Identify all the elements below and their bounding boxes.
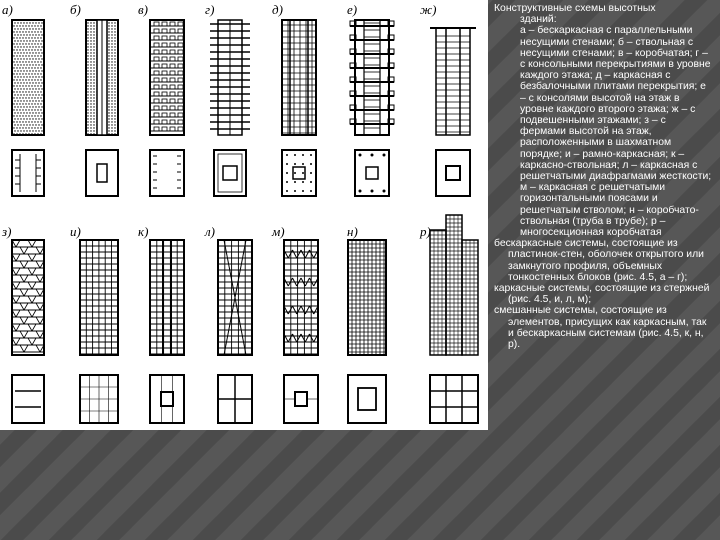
label-bottom-2: к) (138, 224, 149, 239)
tower-i (80, 240, 118, 355)
plan-n (348, 375, 386, 423)
plan-r (430, 375, 478, 423)
plan-c (150, 150, 184, 196)
tower-z (12, 240, 44, 355)
plan-z (12, 375, 44, 423)
tower-r (430, 215, 478, 355)
label-bottom-3: л) (205, 224, 215, 239)
paragraph-frame: каркасные системы, состоящие из стержней (рис. 4.5, и, л, м); (494, 283, 710, 306)
tower-l (218, 240, 252, 355)
label-bottom-4: м) (272, 224, 285, 239)
tower-m (284, 240, 318, 355)
label-top-0: а) (2, 2, 13, 17)
label-top-3: г) (205, 2, 215, 17)
label-bottom-5: н) (347, 224, 358, 239)
tower-e (282, 20, 316, 135)
tower-b (86, 20, 118, 135)
paragraph-frameless: бескаркасные системы, состоящие из пластинок-стен, оболочек открытого или замкнутого профиля, объемных тонкостенных блоков (рис. 4.5, а – г); (494, 238, 704, 283)
tower-g (430, 28, 476, 135)
caption-text (494, 3, 714, 350)
tower-f (350, 20, 394, 135)
plan-d (214, 150, 246, 196)
plan-l (218, 375, 252, 423)
label-top-5: е) (347, 2, 358, 17)
plan-m (284, 375, 318, 423)
plan-a (12, 150, 44, 196)
plan-b (86, 150, 118, 196)
label-bottom-1: и) (70, 224, 81, 239)
paragraph-mixed: смешанные системы, состоящие из элементов, присущих как каркасным, так и бескаркасным системам (рис. 4.5, к, н, р). (494, 305, 707, 351)
tower-c (150, 20, 184, 135)
tower-n (348, 240, 386, 355)
plan-f (355, 150, 389, 196)
caption-title: Конструктивные схемы высотных (494, 3, 656, 14)
plan-i (80, 375, 118, 423)
plan-k (150, 375, 184, 423)
plan-g (436, 150, 470, 196)
label-top-4: д) (272, 2, 283, 17)
tower-k (150, 240, 184, 355)
tower-a (12, 20, 44, 135)
label-bottom-6: р) (420, 224, 431, 239)
plan-e (282, 150, 316, 196)
label-bottom-0: з) (2, 224, 12, 239)
label-top-6: ж) (420, 2, 437, 17)
caption-legend: а – бескаркасная с параллельными несущими стенами; б – ствольная с несущими стенами; в – коробчатая; г – с консольными перекрытиями в уровне каждого этажа; д – каркасная с безбалочными плитами перекрытия; е – с консолями высотой на этаж в уровне каждого второго этажа; ж – с подвешенными этажами; з – с фермами высотой на этаж, расположенными в шахматном порядке; и – рамно-каркасная; к – каркасно-ствольная; л – каркасная с решетчатыми диафрагмами жесткости; м – каркасная с решетчатыми горизонтальными поясами и решетчатым стволом; н – коробчато-ствольная (труба в трубе); р – многосекционная коробчатая (520, 25, 712, 239)
label-top-2: в) (138, 2, 148, 17)
label-top-1: б) (70, 2, 81, 17)
tower-d (210, 20, 250, 135)
caption-title-cont: зданий: (520, 14, 557, 26)
